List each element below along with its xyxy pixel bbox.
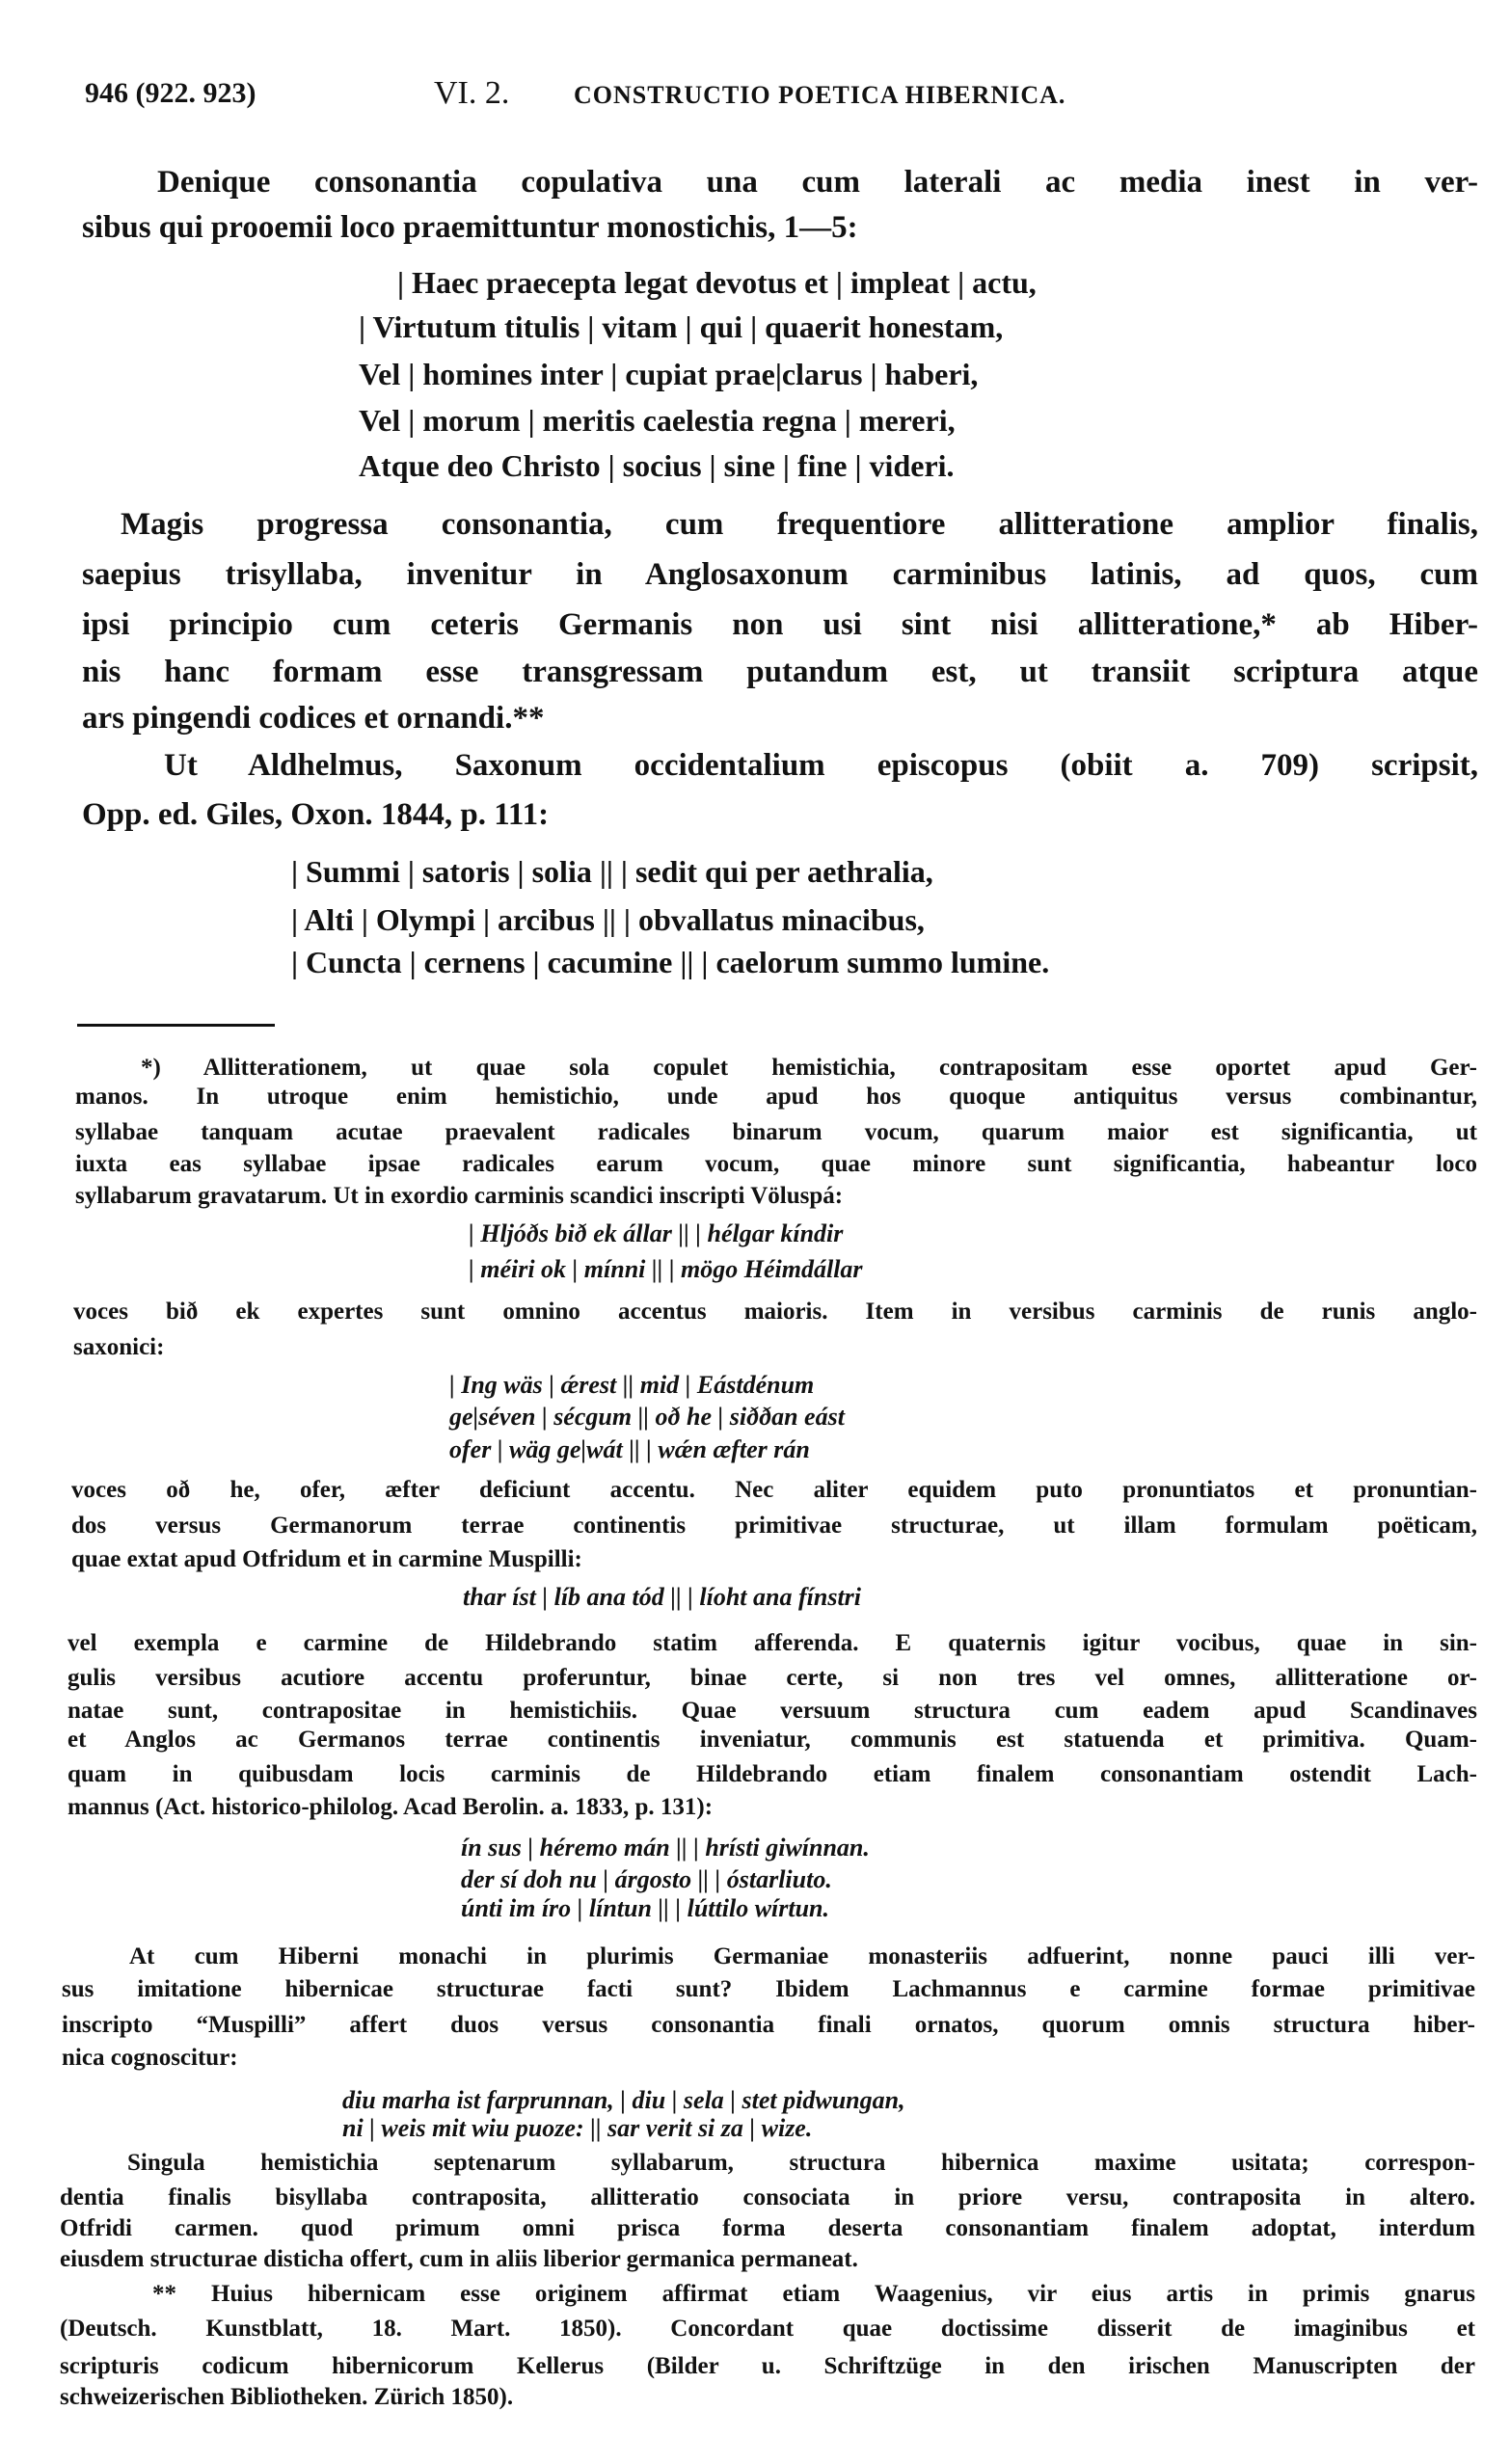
footnote-line: vel exempla e carmine de Hildebrando statim afferenda. E quaternis igitur vocibus, quae in sin- (67, 1629, 1477, 1656)
verse-line: thar íst | líb ana tód || | líoht ana fínstri (463, 1582, 862, 1611)
verse-line: Vel | homines inter | cupiat prae|clarus | haberi, (359, 357, 979, 392)
footnote-line: At cum Hiberni monachi in plurimis Germaniae monasteriis adfuerint, nonne pauci illi ver- (129, 1942, 1475, 1969)
page-number: 946 (922. 923) (85, 77, 256, 109)
footnote-line: manos. In utroque enim hemistichio, unde apud hos quoque antiquitus versus combinantur, (75, 1083, 1477, 1110)
verse-line: | Haec praecepta legat devotus et | impleat | actu, (397, 265, 1037, 301)
paragraph: Opp. ed. Giles, Oxon. 1844, p. 111: (82, 796, 550, 832)
footnote-line: dentia finalis bisyllaba contraposita, allitteratio consociata in priore versu, contraposita in altero. (60, 2183, 1475, 2210)
footnote-line: quam in quibusdam locis carminis de Hildebrando etiam finalem consonantiam ostendit Lach- (67, 1760, 1477, 1787)
verse-line: únti im íro | líntun || | lúttilo wírtun. (461, 1893, 830, 1922)
paragraph: Denique consonantia copulativa una cum laterali ac media inest in ver- (157, 164, 1478, 200)
footnote-line: dos versus Germanorum terrae continentis primitivae structurae, ut illam formulam poëticam, (71, 1512, 1477, 1539)
verse-line: | Summi | satoris | solia || | sedit qui per aethralia, (291, 854, 933, 890)
paragraph: ipsi principio cum ceteris Germanis non usi sint nisi allitteratione,* ab Hiber- (82, 606, 1478, 642)
paragraph: Ut Aldhelmus, Saxonum occidentalium episcopus (obiit a. 709) scripsit, (164, 747, 1478, 783)
running-title: CONSTRUCTIO POETICA HIBERNICA. (574, 81, 1066, 109)
footnote-line: voces bið ek expertes sunt omnino accentus maioris. Item in versibus carminis de runis anglo- (73, 1298, 1477, 1325)
verse-line: ofer | wäg ge|wát || | wǽn æfter rán (449, 1434, 810, 1463)
footnote-line: scripturis codicum hibernicorum Kellerus (Bilder u. Schriftzüge in den irischen Manuscripten der (60, 2352, 1475, 2379)
paragraph: ars pingendi codices et ornandi.** (82, 700, 545, 736)
verse-line: | Hljóðs bið ek állar || | hélgar kíndir (469, 1219, 844, 1247)
paragraph: sibus qui prooemii loco praemittuntur monostichis, 1—5: (82, 209, 858, 245)
footnote-line: nica cognoscitur: (62, 2044, 238, 2071)
verse-line: | méiri ok | mínni || | mögo Héimdállar (469, 1254, 863, 1283)
footnote-line: syllabae tanquam acutae praevalent radicales binarum vocum, quarum maior est significantia, ut (75, 1118, 1477, 1145)
verse-line: | Cuncta | cernens | cacumine || | caelorum summo lumine. (291, 945, 1050, 980)
footnote-line: saxonici: (73, 1333, 165, 1360)
footnote-line: natae sunt, contrapositae in hemistichiis. Quae versuum structura cum eadem apud Scandinaves (67, 1697, 1477, 1724)
footnote-line: et Anglos ac Germanos terrae continentis inveniatur, communis est statuenda et primitiva. Quam- (67, 1726, 1477, 1753)
verse-line: | Virtutum titulis | vitam | qui | quaerit honestam, (359, 309, 1004, 345)
footnote-line: Otfridi carmen. quod primum omni prisca forma deserta consonantiam finalem adoptat, interdum (60, 2214, 1475, 2241)
section-number: VI. 2. (434, 75, 510, 111)
footnote-line: inscripto “Muspilli” affert duos versus consonantia finali ornatos, quorum omnis structura hiber- (62, 2011, 1475, 2038)
paragraph: nis hanc formam esse transgressam putandum est, ut transiit scriptura atque (82, 654, 1478, 689)
footnote-line: Singula hemistichia septenarum syllabarum, structura hibernica maxime usitata; correspon- (127, 2149, 1475, 2176)
verse-line: Atque deo Christo | socius | sine | fine | videri. (359, 448, 955, 484)
footnote-line: eiusdem structurae disticha offert, cum in aliis liberior germanica permaneat. (60, 2245, 858, 2272)
verse-line: diu marha ist farprunnan, | diu | sela | stet pidwungan, (342, 2085, 905, 2114)
footnote-line: (Deutsch. Kunstblatt, 18. Mart. 1850). Concordant quae doctissime disserit de imaginibus et (60, 2315, 1475, 2342)
verse-line: | Alti | Olympi | arcibus || | obvallatus minacibus, (291, 902, 925, 938)
verse-line: ge|séven | sécgum || oð he | siððan eást (449, 1402, 845, 1431)
footnote-line: iuxta eas syllabae ipsae radicales earum vocum, quae minore sunt significantia, habeantur loco (75, 1150, 1477, 1177)
verse-line: ni | weis mit wiu puoze: || sar verit si za | wize. (342, 2113, 813, 2142)
verse-line: ín sus | héremo mán || | hrísti giwínnan. (461, 1833, 870, 1861)
verse-line: Vel | morum | meritis caelestia regna | mereri, (359, 403, 956, 439)
footnote-line: quae extat apud Otfridum et in carmine Muspilli: (71, 1545, 582, 1572)
footnote-line: syllabarum gravatarum. Ut in exordio carminis scandici inscripti Völuspá: (75, 1182, 844, 1209)
footnote-line: ** Huius hibernicam esse originem affirmat etiam Waagenius, vir eius artis in primis gnarus (152, 2280, 1475, 2307)
footnote-line: schweizerischen Bibliotheken. Zürich 1850). (60, 2383, 514, 2410)
footnote-line: *) Allitterationem, ut quae sola copulet hemistichia, contrapositam esse oportet apud Ger- (141, 1054, 1477, 1081)
paragraph: Magis progressa consonantia, cum frequentiore allitteratione amplior finalis, (121, 506, 1478, 542)
paragraph: saepius trisyllaba, invenitur in Anglosaxonum carminibus latinis, ad quos, cum (82, 556, 1478, 592)
footnote-line: mannus (Act. historico-philolog. Acad Berolin. a. 1833, p. 131): (67, 1793, 714, 1820)
footnote-separator (77, 1024, 275, 1027)
verse-line: | Ing wäs | ǽrest || mid | Eástdénum (449, 1370, 815, 1399)
footnote-line: voces oð he, ofer, æfter deficiunt accentu. Nec aliter equidem puto pronuntiatos et pronuntian- (71, 1476, 1477, 1503)
footnote-line: sus imitatione hibernicae structurae facti sunt? Ibidem Lachmannus e carmine formae primitivae (62, 1975, 1475, 2002)
footnote-line: gulis versibus acutiore accentu proferuntur, binae certe, si non tres vel omnes, allitteratione or- (67, 1664, 1477, 1691)
verse-line: der sí doh nu | árgosto || | óstarliuto. (461, 1864, 832, 1893)
